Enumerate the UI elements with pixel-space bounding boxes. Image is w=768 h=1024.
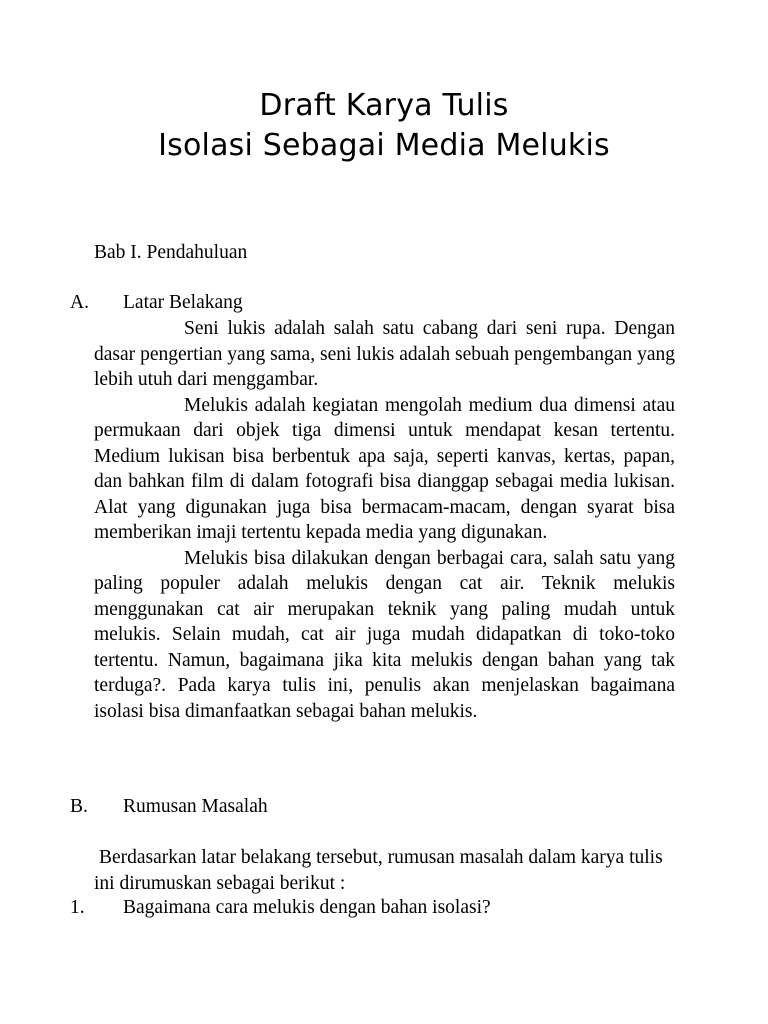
section-b-label: Rumusan Masalah — [123, 796, 268, 817]
paragraph-3: Melukis bisa dilakukan dengan berbagai cara, salah satu yang paling populer adalah melukis dengan cat air. Teknik melukis menggunakan cat air merupakan teknik yang paling mudah untuk melukis. Selain mudah, cat air juga mudah didapatkan di toko-toko tertentu. Namun, bagaimana jika kita melukis dengan bahan yang tak terduga?. Pada karya tulis ini, penulis akan menjelaskan bagaimana isolasi bisa dimanfaatkan sebagai bahan melukis. — [94, 547, 675, 722]
list-item-number: 1. — [70, 897, 85, 918]
document-title — [0, 86, 768, 166]
section-b-mark: B. — [70, 796, 88, 817]
section-b-intro: Berdasarkan latar belakang tersebut, rumusan masalah dalam karya tulis ini dirumuskan sebagai berikut : — [94, 847, 663, 894]
title-line-1: Draft Karya Tulis — [259, 88, 509, 123]
title-line-2: Isolasi Sebagai Media Melukis — [158, 128, 610, 163]
section-a-label: Latar Belakang — [123, 292, 243, 313]
paragraph-2: Melukis adalah kegiatan mengolah medium dua dimensi atau permukaan dari objek tiga dimensi untuk mendapat kesan tertentu. Medium lukisan bisa berbentuk apa saja, seperti kanvas, kertas, papan, dan bahkan film di dalam fotografi bisa dianggap sebagai media lukisan. Alat yang digunakan juga bisa bermacam-macam, dengan syarat bisa memberikan imaji tertentu kepada media yang digunakan. — [94, 394, 675, 543]
list-item-text: Bagaimana cara melukis dengan bahan isolasi? — [123, 897, 491, 918]
section-a-body — [94, 316, 675, 724]
section-a-heading — [70, 290, 370, 316]
list-item — [70, 895, 670, 921]
section-a-mark: A. — [70, 292, 89, 313]
chapter-heading: Bab I. Pendahuluan — [94, 242, 248, 263]
section-b-heading — [70, 794, 370, 820]
paragraph-1: Seni lukis adalah salah satu cabang dari seni rupa. Dengan dasar pengertian yang sama, seni lukis adalah sebuah pengembangan yang lebih utuh dari menggambar. — [94, 318, 675, 390]
